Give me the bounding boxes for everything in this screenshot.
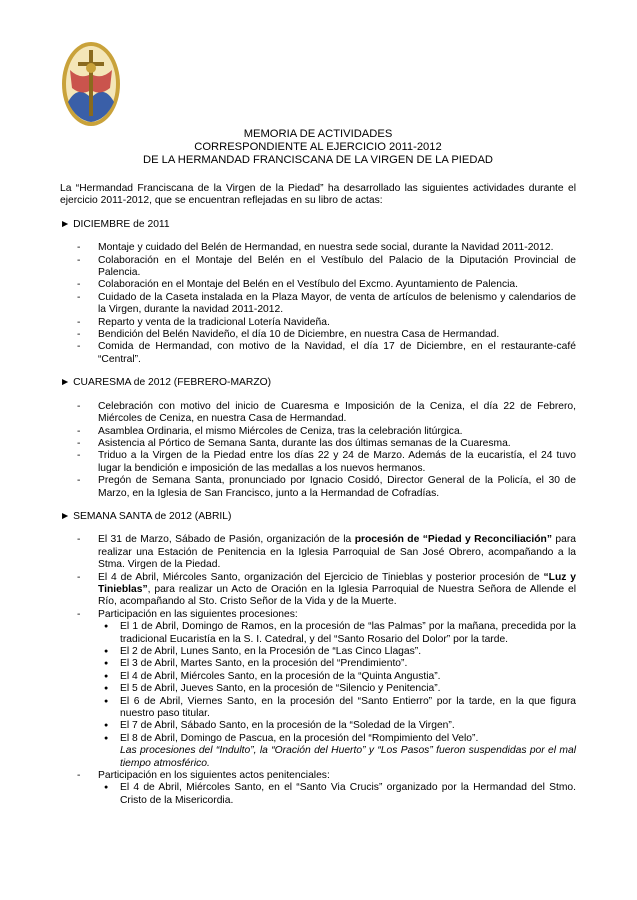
item-text: , para realizar un Acto de Oración en la Iglesia Parroquial de Nuestra Señora de Allende el Río, acompañando al Sto. Cristo Señor de la Vida y de la Muerte. <box>98 583 576 608</box>
sublist-item: ● El 2 de Abril, Lunes Santo, en la Procesión de “Las Cinco Llagas”. <box>120 646 576 658</box>
section-heading-cuaresma <box>60 377 576 389</box>
document-body <box>60 183 576 818</box>
list-item <box>98 534 576 571</box>
list-item: - Celebración con motivo del inicio de Cuaresma e Imposición de la Ceniza, el día 22 de Febrero, Miércoles de Ceniza, en nuestra Casa de Hermandad. <box>98 401 576 426</box>
sublist-item: ● El 8 de Abril, Domingo de Pascua, en la procesión del “Rompimiento del Velo”. <box>120 733 576 745</box>
sublist-procesiones <box>98 621 576 745</box>
title-line-1: MEMORIA DE ACTIVIDADES <box>243 128 393 140</box>
list-diciembre <box>60 242 576 366</box>
suspended-note: Las procesiones del “Indulto”, la “Oración del Huerto” y “Los Pasos” fueron suspendidas por el mal tiempo atmosférico. <box>120 745 576 769</box>
section-heading-diciembre <box>60 219 576 231</box>
list-item <box>98 609 576 770</box>
sublist-item: ● El 1 de Abril, Domingo de Ramos, en la procesión de “las Palmas” por la mañana, precedida por la tradicional Eucaristía en la S. I. Catedral, y del “Santo Rosario del Dolor” por la tarde. <box>120 621 576 646</box>
list-cuaresma <box>60 401 576 500</box>
list-item: - Triduo a la Virgen de la Piedad entre los días 22 y 24 de Marzo. Además de la eucaristía, el 24 tuvo lugar la bendición e imposición de las medallas a los nuevos hermanos. <box>98 450 576 475</box>
sublist-item: ● El 3 de Abril, Martes Santo, en la procesión del “Prendimiento”. <box>120 658 576 670</box>
item-text: para realizar una Estación de Penitencia en la Iglesia Parroquial de San José Obrero, acompañando a la Stma. Virgen de la Piedad. <box>98 534 577 571</box>
hermandad-shield-icon <box>60 40 122 128</box>
sublist-item: ● El 4 de Abril, Miércoles Santo, en la procesión de la “Quinta Angustia”. <box>120 671 576 683</box>
list-semana-santa <box>60 534 576 807</box>
sublist-item: ● El 5 de Abril, Jueves Santo, en la procesión de “Silencio y Penitencia”. <box>120 683 576 695</box>
list-item: - Cuidado de la Caseta instalada en la Plaza Mayor, de venta de artículos de belenismo y calendarios de la Virgen, durante la navidad 2011-2012. <box>98 292 576 317</box>
procession-name: “Luz y Tinieblas” <box>98 571 576 595</box>
list-item <box>98 572 576 609</box>
title-line-3: DE LA HERMANDAD FRANCISCANA DE LA VIRGEN DE LA PIEDAD <box>142 154 493 166</box>
list-item: - Asamblea Ordinaria, el mismo Miércoles de Ceniza, tras la celebración litúrgica. <box>98 426 576 438</box>
list-item: - Colaboración en el Montaje del Belén en el Vestíbulo del Palacio de la Diputación Provincial de Palencia. <box>98 255 576 280</box>
arrow-icon: ► <box>60 510 71 522</box>
title-line-2: CORRESPONDIENTE AL EJERCICIO 2011-2012 <box>194 141 442 153</box>
sublist-item: ● El 7 de Abril, Sábado Santo, en la procesión de la “Soledad de la Virgen”. <box>120 720 576 732</box>
section-heading-text: SEMANA SANTA de 2012 (ABRIL) <box>73 510 232 522</box>
item-text: El 31 de Marzo, Sábado de Pasión, organización de la <box>98 534 355 546</box>
hermandad-logo <box>60 40 122 128</box>
list-item: - Comida de Hermandad, con motivo de la Navidad, el día 17 de Diciembre, en el restaurante-café “Central”. <box>98 341 576 366</box>
list-item: - Pregón de Semana Santa, pronunciado por Ignacio Cosidó, Director General de la Policía, el 30 de Marzo, en la Iglesia de San Francisco, junto a la Hermandad de Cofradías. <box>98 475 576 500</box>
arrow-icon: ► <box>60 218 71 230</box>
intro-paragraph: La “Hermandad Franciscana de la Virgen de la Piedad” ha desarrollado las siguientes actividades durante el ejercicio 2011-2012, que se encuentran reflejadas en su libro de actas: <box>60 183 576 207</box>
sublist-item: ● El 4 de Abril, Miércoles Santo, en el “Santo Via Crucis” organizado por la Hermandad del Stmo. Cristo de la Misericordia. <box>120 782 576 807</box>
list-item: - Bendición del Belén Navideño, el día 10 de Diciembre, en nuestra Casa de Hermandad. <box>98 329 576 341</box>
section-heading-text: DICIEMBRE de 2011 <box>73 218 170 230</box>
sublist-actos-penitenciales <box>98 782 576 807</box>
section-heading-semana-santa <box>60 511 576 523</box>
document-title <box>60 128 576 167</box>
item-text: - Participación en los siguientes actos penitenciales: <box>98 770 330 782</box>
sublist-item: ● El 6 de Abril, Viernes Santo, en la procesión del “Santo Entierro” por la tarde, en la que figura nuestro paso titular. <box>120 696 576 721</box>
section-heading-text: CUARESMA de 2012 (FEBRERO-MARZO) <box>73 377 272 389</box>
list-item <box>98 770 576 807</box>
procession-name: procesión de “Piedad y Reconciliación” <box>354 534 552 546</box>
item-text: El 4 de Abril, Miércoles Santo, organización del Ejercicio de Tinieblas y posterior procesión de <box>98 571 544 583</box>
list-item: - Reparto y venta de la tradicional Lotería Navideña. <box>98 317 576 329</box>
list-item: - Colaboración en el Montaje del Belén en el Vestíbulo del Excmo. Ayuntamiento de Palencia. <box>98 279 576 291</box>
arrow-icon: ► <box>60 377 71 389</box>
list-item: - Asistencia al Pórtico de Semana Santa, durante las dos últimas semanas de la Cuaresma. <box>98 438 576 450</box>
list-item: - Montaje y cuidado del Belén de Hermandad, en nuestra sede social, durante la Navidad 2011-2012. <box>98 242 576 254</box>
item-text: - Participación en las siguientes procesiones: <box>98 608 298 620</box>
